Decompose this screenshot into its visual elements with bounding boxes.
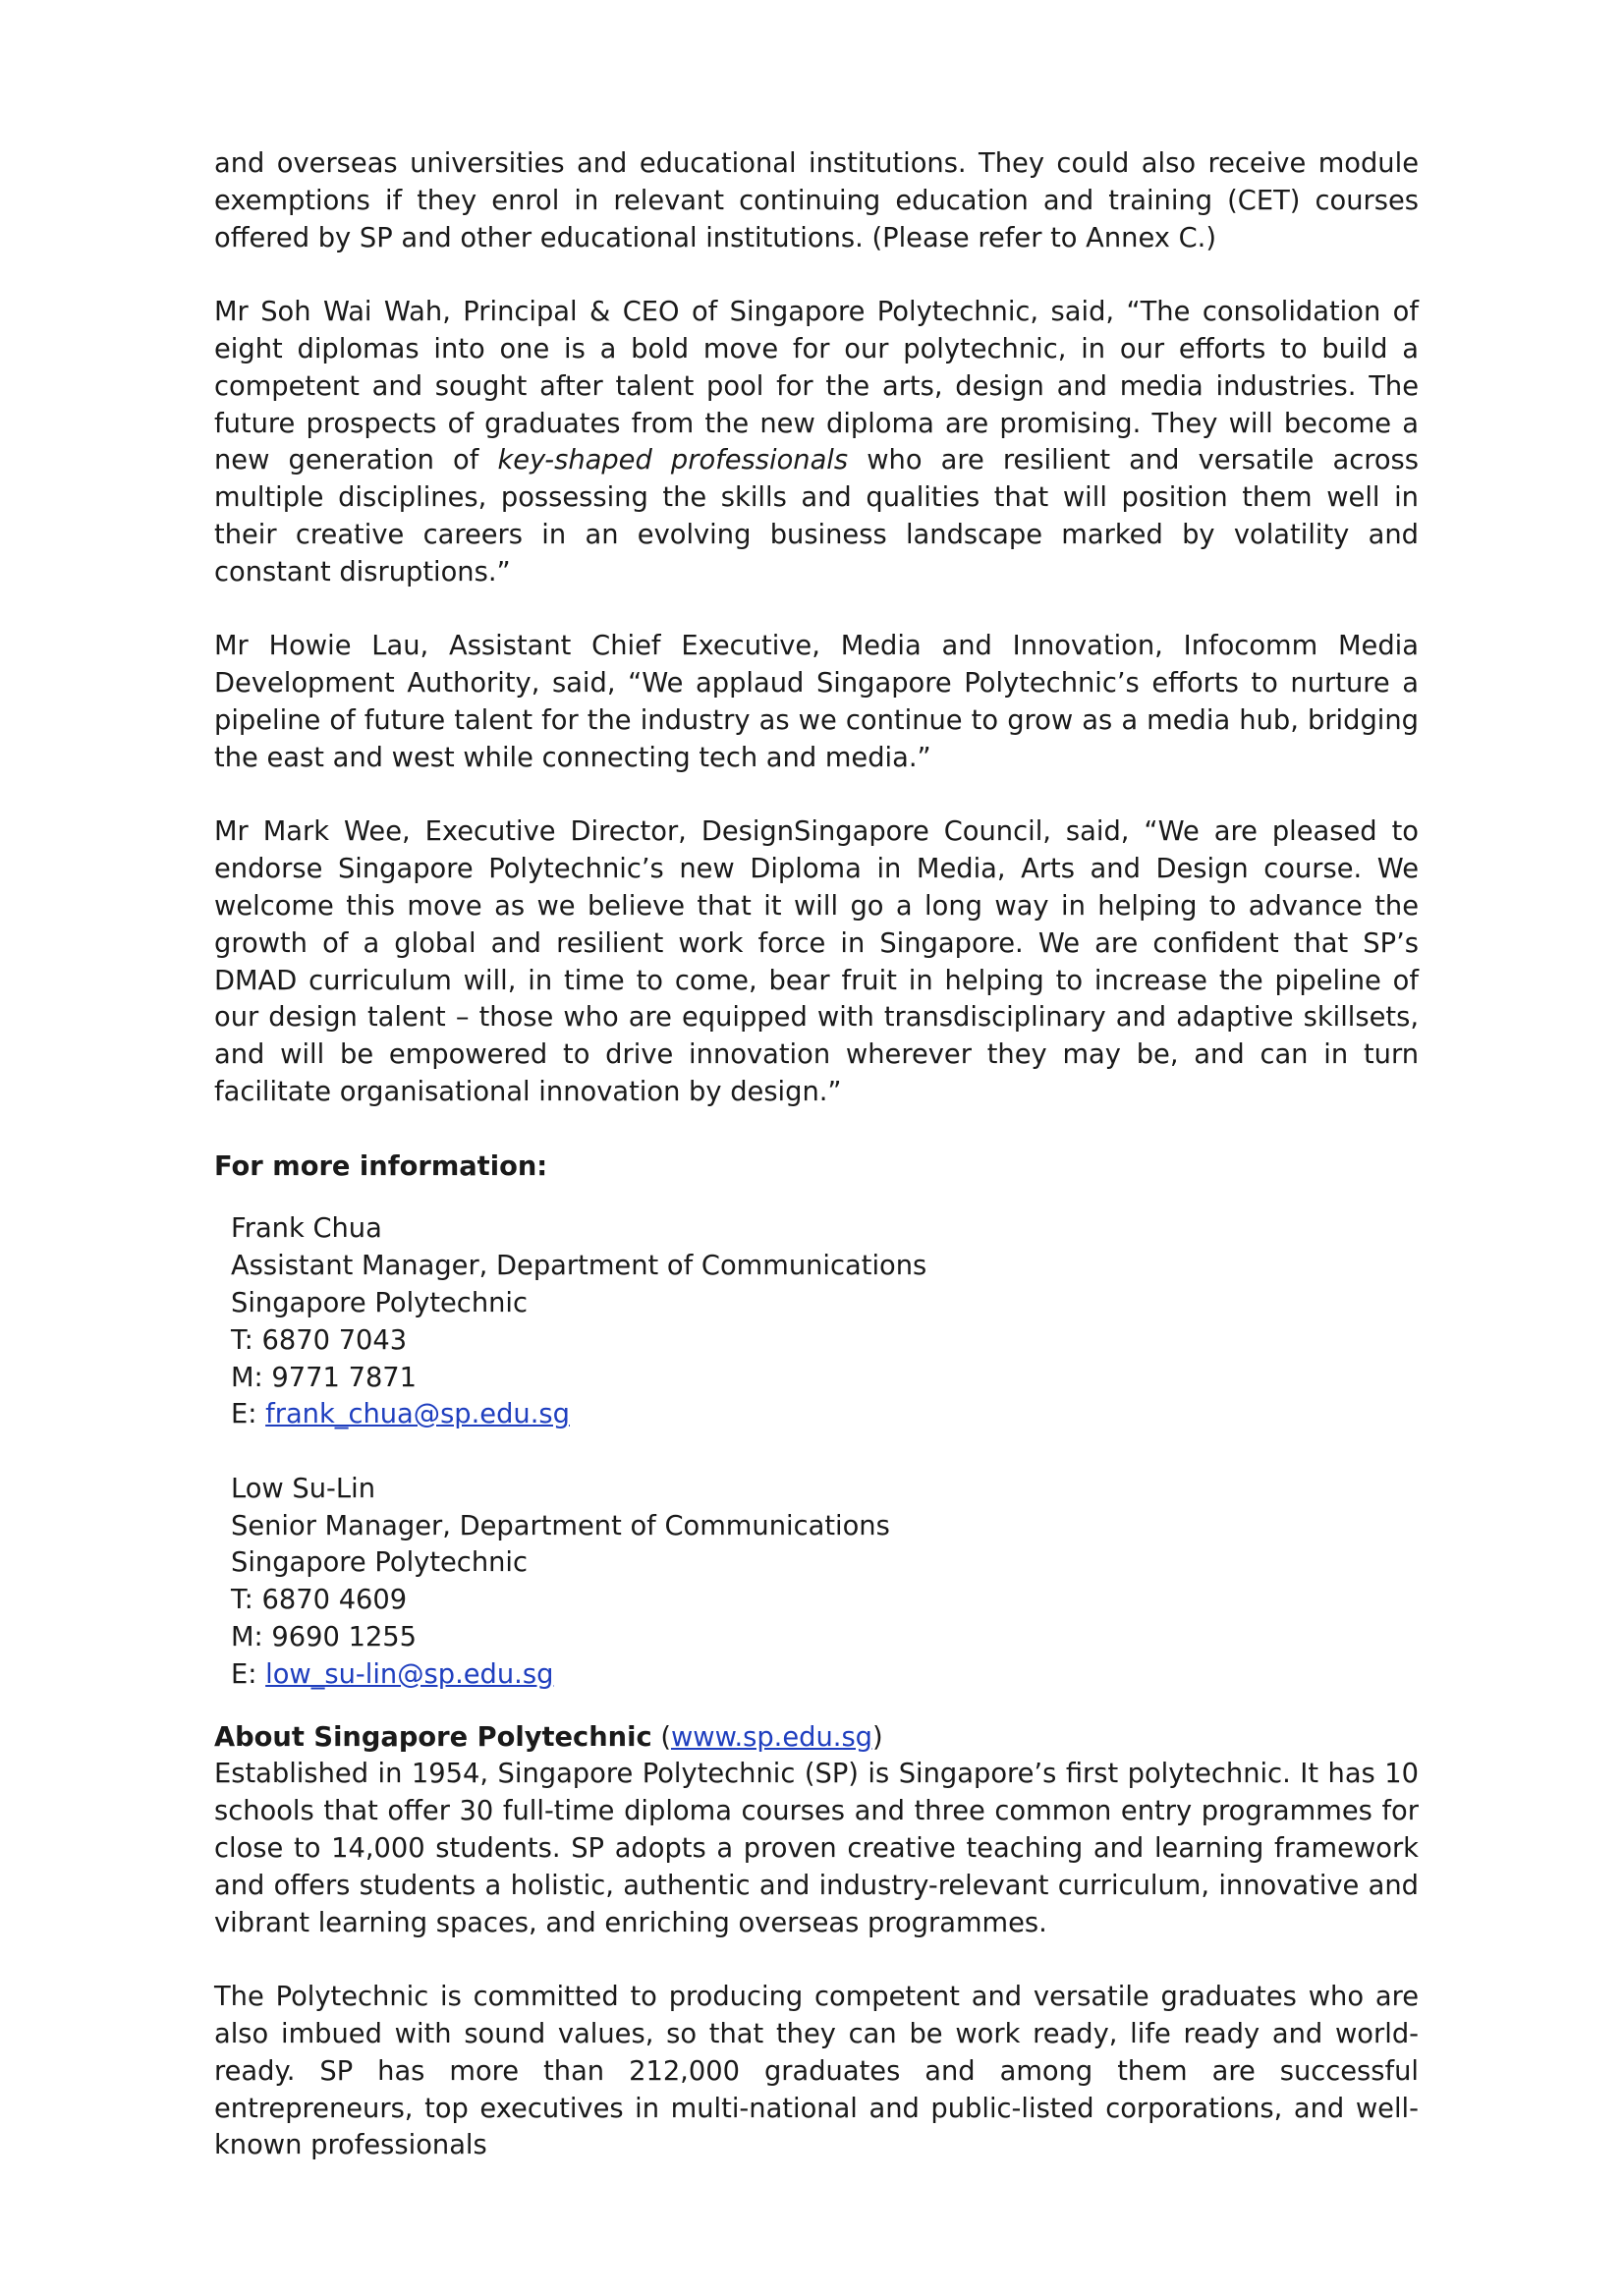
about-heading-line xyxy=(214,1719,1419,1757)
quote-emphasis: key-shaped professionals xyxy=(497,445,849,476)
about-link-open: ( xyxy=(651,1721,671,1753)
spacer xyxy=(214,1694,1419,1719)
contact-organisation: Singapore Polytechnic xyxy=(231,1287,529,1318)
quote-text-start: Mr Soh Wai Wah, Principal & CEO of Singapore Polytechnic, said, “The consolidation of eight diplomas into one is a bold move for our polytechnic, in our efforts to build a competent and sought after talent pool for the arts, design and media industries. The future prospects of graduates from the new diploma are promising. They will become a new generation of xyxy=(214,297,1419,476)
contact-email-line xyxy=(231,1656,1419,1694)
about-link-close: ) xyxy=(872,1721,883,1753)
contact-mobile: M: 9690 1255 xyxy=(231,1622,418,1653)
paragraph-mark-wee-quote: Mr Mark Wee, Executive Director, DesignSingapore Council, said, “We are pleased to endorse Singapore Polytechnic’s new Diploma in Media, Arts and Design course. We welcome this move as we believe that it will go a long way in helping to advance the growth of a global and resilient work force in Singapore. We are confident that SP’s DMAD curriculum will, in time to come, bear fruit in helping to increase the pipeline of our design talent – those who are equipped with transdisciplinary and adaptive skillsets, and will be empowered to drive innovation wherever they may be, and can in turn facilitate organisational innovation by design.” xyxy=(214,816,1419,1107)
paragraph-about-graduates: The Polytechnic is committed to producing competent and versatile graduates who are also imbued with sound values, so that they can be work ready, life ready and world-ready. SP has more than 212,000 graduates and among them are successful entrepreneurs, top executives in multi-national and public-listed corporations, and well-known professionals xyxy=(214,1982,1419,2161)
quote-text-end: who are resilient and versatile across multiple disciplines, possessing the skills and qualities that will position them well in their creative careers in an evolving business landscape marked by volatility and constant disruptions.” xyxy=(214,445,1419,588)
spacer xyxy=(214,1185,1419,1210)
contact-email-link[interactable]: frank_chua@sp.edu.sg xyxy=(265,1399,570,1430)
contact-block-frank-chua xyxy=(231,1210,1419,1433)
more-info-heading: For more information: xyxy=(214,1150,548,1182)
contact-email-link[interactable]: low_su-lin@sp.edu.sg xyxy=(265,1658,554,1690)
contact-name: Frank Chua xyxy=(231,1213,382,1245)
about-heading: About Singapore Polytechnic xyxy=(214,1721,652,1753)
contact-title: Assistant Manager, Department of Communications xyxy=(231,1251,927,1282)
paragraph-soh-wai-wah-quote xyxy=(214,294,1419,590)
contact-email-line xyxy=(231,1396,1419,1433)
paragraph-howie-lau-quote: Mr Howie Lau, Assistant Chief Executive, Media and Innovation, Infocomm Media Development Authority, said, “We applaud Singapore Polytechnic’s efforts to nurture a pipeline of future talent for the industry as we continue to grow as a media hub, bridging the east and west while connecting tech and media.” xyxy=(214,631,1419,773)
contact-name: Low Su-Lin xyxy=(231,1473,376,1504)
contact-mobile: M: 9771 7871 xyxy=(231,1362,418,1393)
contact-organisation: Singapore Polytechnic xyxy=(231,1547,529,1579)
paragraph-institutions: and overseas universities and educational institutions. They could also receive module exemptions if they enrol in relevant continuing education and training (CET) courses offered by SP and other educational institutions. (Please refer to Annex C.) xyxy=(214,148,1419,253)
contact-block-low-su-lin xyxy=(231,1471,1419,1694)
contact-phone: T: 6870 7043 xyxy=(231,1324,408,1356)
document-page xyxy=(214,145,1419,2164)
contact-phone: T: 6870 4609 xyxy=(231,1585,408,1616)
contact-title: Senior Manager, Department of Communications xyxy=(231,1510,890,1541)
spacer xyxy=(214,1433,1419,1471)
contact-email-prefix: E: xyxy=(231,1399,266,1430)
paragraph-about-sp: Established in 1954, Singapore Polytechnic (SP) is Singapore’s first polytechnic. It has 10 schools that offer 30 full-time diploma courses and three common entry programmes for close to 14,000 students. SP adopts a proven creative teaching and learning framework and offers students a holistic, authentic and industry-relevant curriculum, innovative and vibrant learning spaces, and enriching overseas programmes. xyxy=(214,1759,1419,1938)
contact-email-prefix: E: xyxy=(231,1658,266,1690)
website-link[interactable]: www.sp.edu.sg xyxy=(670,1721,872,1753)
